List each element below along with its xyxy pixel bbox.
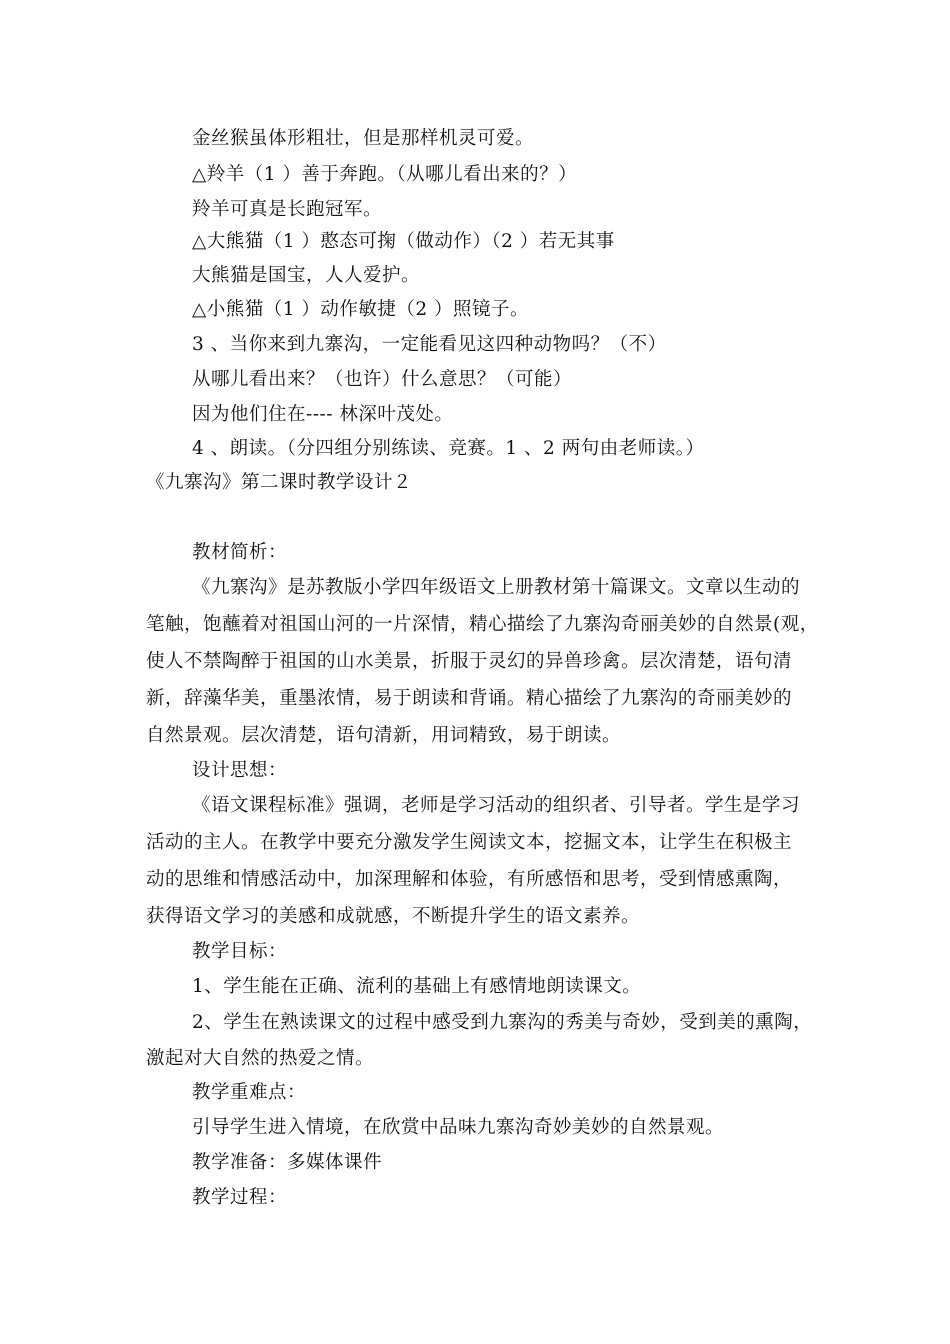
- paragraph-line: 活动的主人。在教学中要充分激发学生阅读文本，挖掘文本，让学生在积极主: [146, 832, 793, 853]
- heading-process: 教学过程：: [192, 1187, 288, 1208]
- goal-item-continuation: 激起对大自然的热爱之情。: [146, 1048, 375, 1069]
- heading-material: 教材简析：: [192, 542, 288, 563]
- text-line: 3 、当你来到九寨沟，一定能看见这四种动物吗？（不）: [192, 334, 667, 355]
- goal-item: 2、学生在熟读课文的过程中感受到九寨沟的秀美与奇妙，受到美的熏陶，: [192, 1012, 813, 1033]
- paragraph-line: 动的思维和情感活动中，加深理解和体验，有所感悟和思考，受到情感熏陶，: [146, 869, 793, 890]
- text-line: △大熊猫（1 ）憨态可掬（做动作）（2 ）若无其事: [192, 231, 615, 252]
- paragraph-line: 《语文课程标准》强调，老师是学习活动的组织者、引导者。学生是学习: [192, 795, 801, 816]
- text-line: 金丝猴虽体形粗壮，但是那样机灵可爱。: [192, 128, 535, 149]
- text-line: △小熊猫（1 ）动作敏捷（2 ）照镜子。: [192, 299, 530, 320]
- goal-item: 1、学生能在正确、流利的基础上有感情地朗读课文。: [192, 976, 642, 997]
- section-title: 《九寨沟》第二课时教学设计２: [146, 472, 413, 493]
- text-line: 大熊猫是国宝，人人爱护。: [192, 265, 421, 286]
- text-line: 从哪儿看出来？（也许）什么意思？（可能）: [192, 369, 573, 390]
- text-line: △羚羊（1 ）善于奔跑。（从哪儿看出来的？）: [192, 164, 578, 185]
- paragraph-line: 获得语文学习的美感和成就感，不断提升学生的语文素养。: [146, 906, 641, 927]
- paragraph-line: 自然景观。层次清楚，语句清新，用词精致，易于朗读。: [146, 725, 622, 746]
- preparation-text: 教学准备：多媒体课件: [192, 1152, 383, 1173]
- heading-key-points: 教学重难点：: [192, 1082, 307, 1103]
- heading-design: 设计思想：: [192, 760, 288, 781]
- paragraph-line: 使人不禁陶醉于祖国的山水美景，折服于灵幻的异兽珍禽。层次清楚，语句清: [146, 651, 793, 672]
- text-line: 羚羊可真是长跑冠军。: [192, 199, 383, 220]
- text-line: 4 、朗读。（分四组分别练读、竞赛。1 、2 两句由老师读。）: [192, 438, 705, 459]
- paragraph-line: 笔触，饱蘸着对祖国山河的一片深情，精心描绘了九寨沟奇丽美妙的自然景(观，: [146, 614, 819, 635]
- paragraph-line: 新，辞藻华美，重墨浓情，易于朗读和背诵。精心描绘了九寨沟的奇丽美妙的: [146, 688, 793, 709]
- key-points-text: 引导学生进入情境，在欣赏中品味九寨沟奇妙美妙的自然景观。: [192, 1117, 725, 1138]
- text-line: 因为他们住在---- 林深叶茂处。: [192, 404, 454, 425]
- paragraph-line: 《九寨沟》是苏教版小学四年级语文上册教材第十篇课文。文章以生动的: [192, 577, 801, 598]
- heading-goals: 教学目标：: [192, 941, 288, 962]
